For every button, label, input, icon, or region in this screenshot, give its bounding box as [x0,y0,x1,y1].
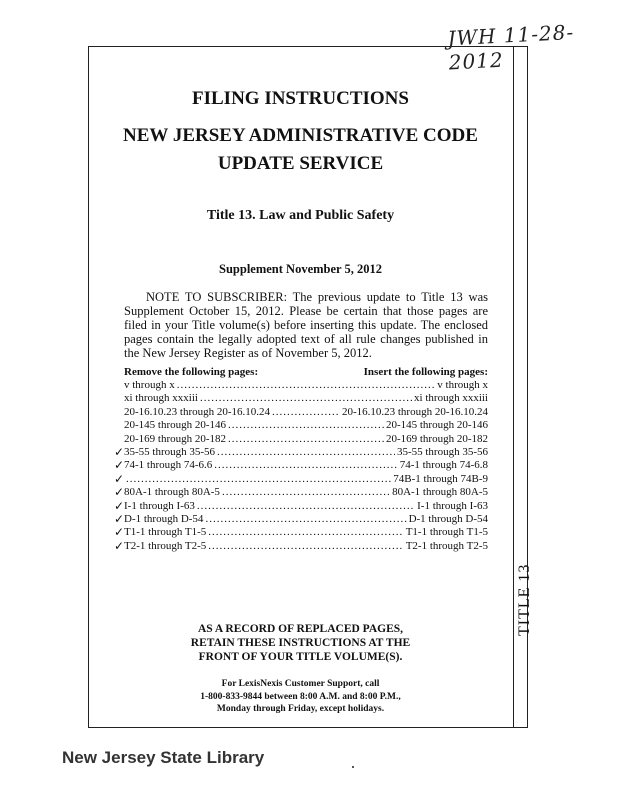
support-line-3: Monday through Friday, except holidays. [216,704,385,714]
insert-pages: T2-1 through T2-5 [405,539,488,552]
remove-pages: v through x [124,379,175,391]
table-row [114,445,488,460]
insert-pages: 20-145 through 20-146 [385,419,488,432]
subtitle-line-1: NEW JERSEY ADMINISTRATIVE CODE [123,125,478,146]
check-mark: ✓ [114,525,125,540]
page-title: FILING INSTRUCTIONS [192,88,409,109]
subtitle-line-2: UPDATE SERVICE [217,153,384,174]
dot-leader [208,540,403,553]
insert-pages: xi through xxxiii [414,392,488,405]
record-line-1: AS A RECORD OF REPLACED PAGES, [197,623,404,635]
table-row [124,419,488,432]
scan-speck [352,766,354,768]
remove-pages: 80A-1 through 80A-5 [124,486,220,499]
remove-pages: xi through xxxiii [124,392,198,405]
remove-pages: D-1 through D-54 [124,513,204,526]
insert-pages: 20-169 through 20-182 [385,432,488,445]
table-row [114,498,488,513]
remove-pages: 74-1 through 74-6.6 [124,459,213,472]
title-name: Title 13. Law and Public Safety [206,208,395,223]
table-row [114,471,488,486]
subscriber-note: NOTE TO SUBSCRIBER: The previous update to Title 13 was Supplement October 15, 2012. Please be certain that those pages are filed in your Title volume(s) before inserting this update. The enclosed pages contain the legally adopted text of all rule changes published in the New Jersey Register as of November 5, 2012. [124,290,488,360]
dot-leader [126,473,391,486]
check-mark: ✓ [114,458,125,473]
dot-leader [214,459,397,472]
table-row [114,525,488,540]
dot-leader [177,379,436,392]
table-row [124,379,488,392]
remove-pages: T1-1 through T1-5 [124,526,207,539]
dot-leader [205,513,406,526]
remove-pages: 35-55 through 35-56 [124,446,216,459]
handwritten-initials-date: JWH 11-28-2012 [446,19,575,75]
dot-leader [208,526,403,539]
check-mark: ✓ [114,471,125,486]
insert-pages: 80A-1 through 80A-5 [392,486,488,499]
customer-support [88,678,513,716]
table-body [114,379,488,553]
dot-leader [200,392,412,405]
table-row [114,538,488,553]
insert-pages: I-1 through I-63 [417,499,488,512]
check-mark: ✓ [114,498,125,513]
dot-leader [228,419,384,432]
remove-pages: I-1 through I-63 [124,499,195,512]
tab-divider [513,46,514,728]
dot-leader [272,406,340,419]
insert-pages: T1-1 through T1-5 [405,526,488,539]
page-subtitle [88,122,513,178]
remove-pages: 20-169 through 20-182 [124,432,227,445]
table-row [124,392,488,405]
insert-pages: 74-1 through 74-6.8 [399,459,488,472]
side-tab-title: TITLE 13 [515,563,533,636]
table-header [124,366,488,379]
insert-pages: D-1 through D-54 [408,513,488,526]
remove-header: Remove the following pages: [124,366,259,378]
support-line-2: 1-800-833-9844 between 8:00 A.M. and 8:00 P.M., [200,691,401,702]
check-mark: ✓ [114,445,125,460]
remove-pages: 20-145 through 20-146 [124,419,227,432]
insert-pages: v through x [437,379,488,391]
remove-pages: T2-1 through T2-5 [124,539,207,552]
dot-leader [217,446,395,459]
dot-leader [197,500,415,513]
insert-pages: 20-16.10.23 through 20-16.10.24 [341,405,488,418]
table-row [124,433,488,446]
table-row [114,512,488,527]
library-stamp: New Jersey State Library [62,748,265,767]
table-row [124,406,488,419]
insert-pages: 74B-1 through 74B-9 [393,472,488,485]
dot-leader [222,486,390,499]
table-row [114,485,488,500]
supplement-date: Supplement November 5, 2012 [219,262,382,276]
record-instructions [88,622,513,664]
support-line-1: For LexisNexis Customer Support, call [221,679,380,689]
table-row [114,458,488,473]
insert-pages: 35-55 through 35-56 [396,446,488,459]
record-line-2: RETAIN THESE INSTRUCTIONS AT THE [190,637,411,649]
insert-header: Insert the following pages: [363,366,488,378]
remove-pages: 20-16.10.23 through 20-16.10.24 [124,405,271,418]
check-mark: ✓ [114,538,125,553]
record-line-3: FRONT OF YOUR TITLE VOLUME(S). [198,651,403,663]
pages-table [114,366,488,553]
dot-leader [228,433,384,446]
check-mark: ✓ [114,485,125,500]
check-mark: ✓ [114,512,125,527]
